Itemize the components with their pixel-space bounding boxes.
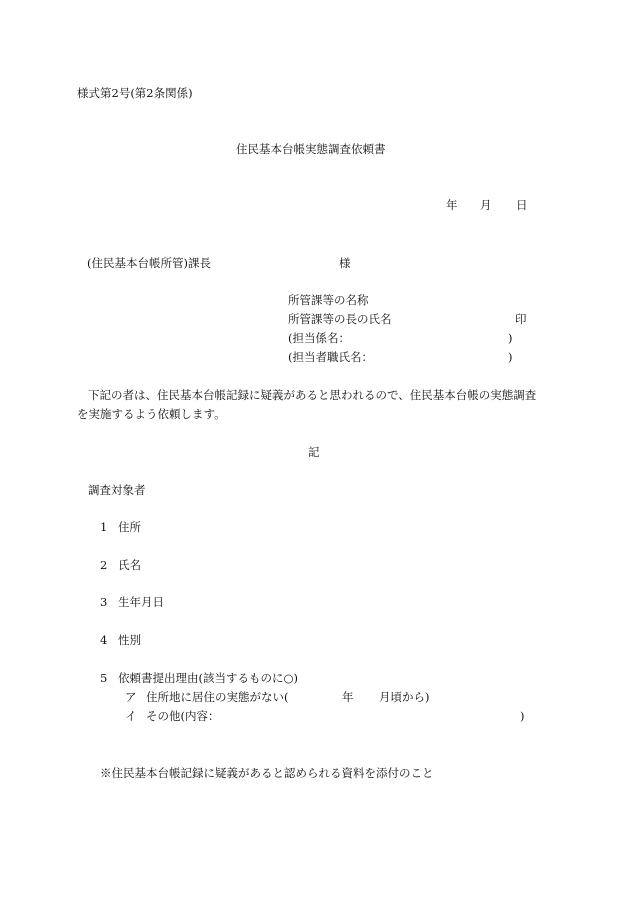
ki-marker: 記 — [308, 445, 320, 459]
seal-mark: 印 — [515, 312, 527, 326]
item-label: 氏名 — [118, 558, 141, 572]
contact-section-close: ) — [508, 331, 513, 345]
contact-person-close: ) — [508, 350, 513, 364]
form-number: 様式第2号(第2条関係) — [77, 86, 193, 100]
date-month: 月 — [480, 198, 492, 212]
addressee-name: (住民基本台帳所管)課長 — [87, 256, 211, 270]
item-number: 2 — [100, 558, 108, 572]
item-number: 1 — [100, 520, 108, 534]
addressee-honorific: 様 — [339, 256, 351, 270]
reason-a-text: 住所地に居住の実態がない( — [146, 690, 289, 704]
contact-person-label: (担当者職氏名： — [288, 350, 373, 364]
document-title: 住民基本台帳実態調査依頼書 — [236, 142, 386, 156]
item-label: 性別 — [118, 633, 141, 647]
date-year: 年 — [446, 198, 458, 212]
item-number: 5 — [100, 671, 108, 685]
reason-b-text: その他(内容： — [146, 709, 220, 723]
reason-a-year: 年 — [342, 690, 354, 704]
office-head-label: 所管課等の長の氏名 — [288, 312, 392, 326]
reason-a-mark: ア — [125, 690, 137, 704]
item-label: 生年月日 — [118, 595, 164, 609]
attachment-note: ※住民基本台帳記録に疑義があると認められる資料を添付のこと — [100, 766, 434, 780]
reason-a-month-from: 月頃から) — [379, 690, 430, 704]
body-line-2: を実施するよう依頼します。 — [77, 407, 226, 421]
item-label: 住所 — [118, 520, 141, 534]
office-name-label: 所管課等の名称 — [288, 293, 369, 307]
subject-heading: 調査対象者 — [88, 483, 146, 497]
contact-section-label: (担当係名： — [288, 331, 350, 345]
item-number: 4 — [100, 633, 108, 647]
body-line-1: 下記の者は、住民基本台帳記録に疑義があると思われるので、住民基本台帳の実態調査 — [88, 388, 537, 402]
reason-b-mark: イ — [125, 709, 137, 723]
item-label: 依頼書提出理由(該当するものに○) — [118, 671, 299, 685]
date-day: 日 — [516, 198, 528, 212]
reason-b-close: ) — [520, 709, 525, 723]
item-number: 3 — [100, 595, 108, 609]
